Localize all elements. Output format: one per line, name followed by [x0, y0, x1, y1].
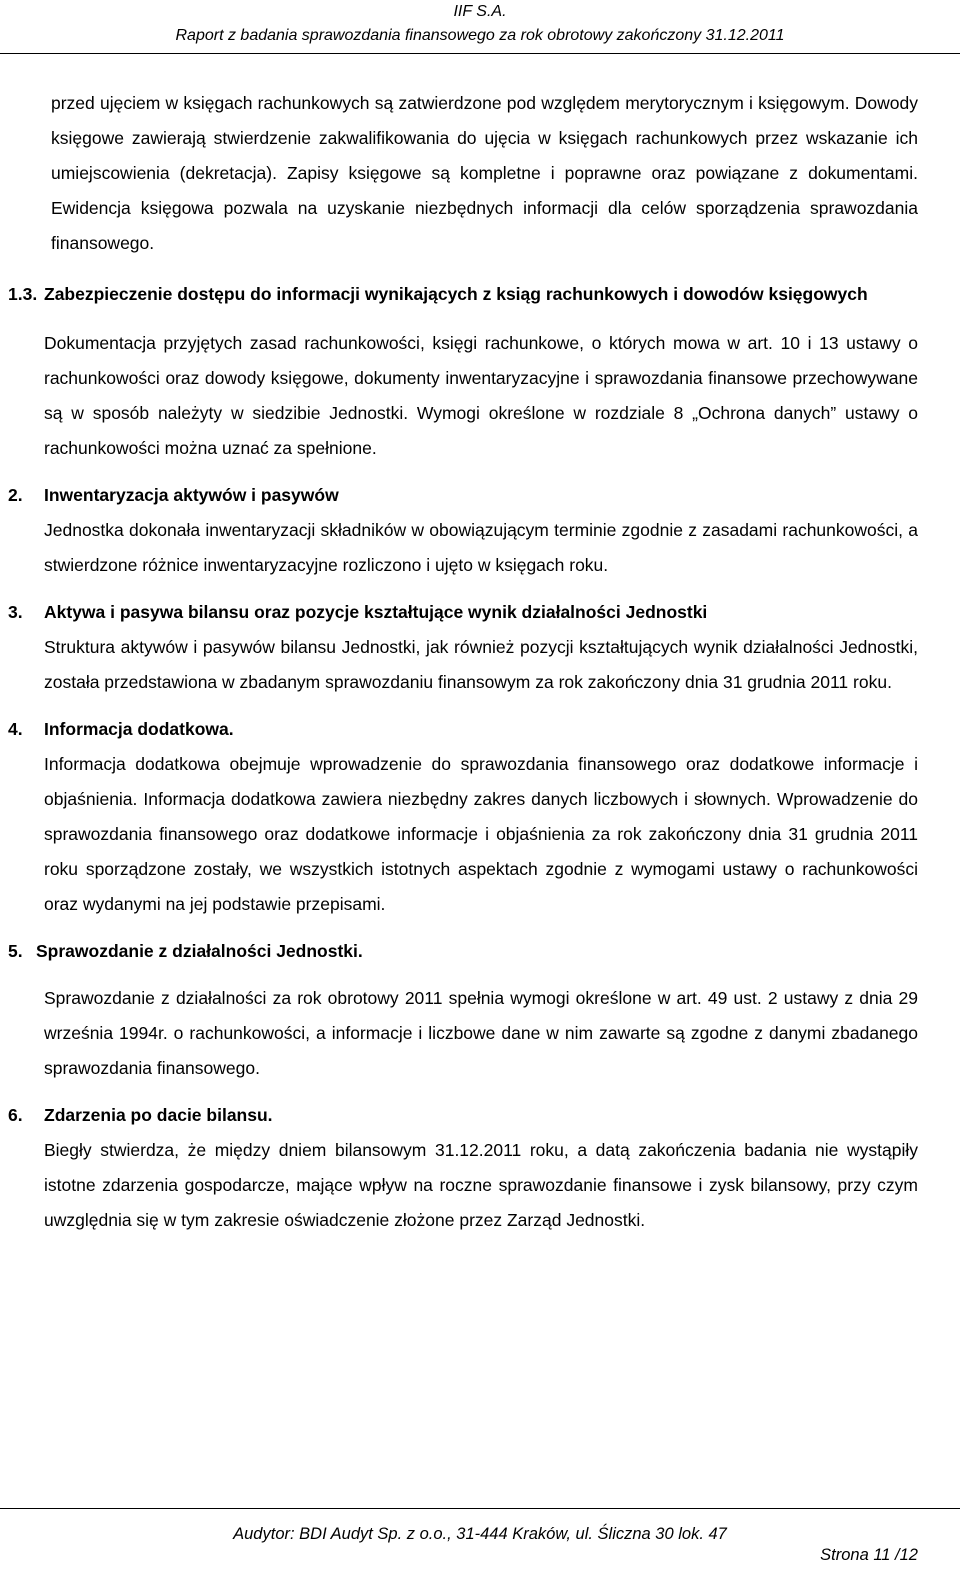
- intro-paragraph: przed ujęciem w księgach rachunkowych są zatwierdzone pod względem merytorycznym i księgowym. Dowody księgowe zawierają stwierdzenie zakwalifikowania do ujęcia w księgach rachunkowych przez wskazanie ich umiejscowienia (dekretacja). Zapisy księgowe są kompletne i poprawne oraz powiązane z dokumentami. Ewidencja księgowa pozwala na uzyskanie niezbędnych informacji dla celów sporządzenia sprawozdania finansowego.: [51, 93, 918, 253]
- section-title: Sprawozdanie z działalności Jednostki.: [36, 941, 363, 961]
- section-number: 6.: [8, 1105, 23, 1125]
- section-number: 5.: [8, 941, 23, 961]
- page-number: Strona 11 /12: [820, 1546, 918, 1564]
- section-4-body: Informacja dodatkowa obejmuje wprowadzenie do sprawozdania finansowego oraz dodatkowe informacje i objaśnienia. Informacja dodatkowa zawiera niezbędny zakres danych liczbowych i słownych. Wprowadzenie do sprawozdania finansowego oraz dodatkowe informacje i objaśnienia za rok zakończony dnia 31 grudnia 2011 roku sporządzone zostały, we wszystkich istotnych aspektach zgodnie z wymogami ustawy o rachunkowości oraz wydanymi na jej podstawie przepisami.: [44, 754, 918, 914]
- section-1-3-heading: [0, 277, 960, 312]
- section-3-heading: [0, 595, 960, 630]
- footer-divider: [0, 1508, 960, 1509]
- footer-auditor: Audytor: BDI Audyt Sp. z o.o., 31-444 Kraków, ul. Śliczna 30 lok. 47: [233, 1525, 727, 1543]
- document-body: [0, 86, 960, 1238]
- section-title: Zabezpieczenie dostępu do informacji wynikających z ksiąg rachunkowych i dowodów księgowych: [44, 284, 868, 304]
- section-5-heading: [0, 934, 960, 969]
- section-1-3-body: Dokumentacja przyjętych zasad rachunkowości, księgi rachunkowe, o których mowa w art. 10 i 13 ustawy o rachunkowości oraz dowody księgowe, dokumenty inwentaryzacyjne i sprawozdania finansowe przechowywane są w sposób należyty w siedzibie Jednostki. Wymogi określone w rozdziale 8 „Ochrona danych” ustawy o rachunkowości można uznać za spełnione.: [44, 333, 918, 458]
- section-title: Informacja dodatkowa.: [44, 719, 234, 739]
- section-6-body: Biegły stwierdza, że między dniem bilansowym 31.12.2011 roku, a datą zakończenia badania nie wystąpiły istotne zdarzenia gospodarcze, mające wpływ na roczne sprawozdanie finansowe i zysk bilansowy, przy czym uwzględnia się w tym zakresie oświadczenie złożone przez Zarząd Jednostki.: [44, 1140, 918, 1230]
- section-number: 3.: [8, 602, 23, 622]
- section-2-heading: [0, 478, 960, 513]
- header-report-title: Raport z badania sprawozdania finansowego za rok obrotowy zakończony 31.12.2011: [175, 27, 785, 44]
- section-4-heading: [0, 712, 960, 747]
- section-3-body: Struktura aktywów i pasywów bilansu Jednostki, jak również pozycji kształtujących wynik działalności Jednostki, została przedstawiona w zbadanym sprawozdaniu finansowym za rok zakończony dnia 31 grudnia 2011 roku.: [44, 637, 918, 692]
- section-number: 2.: [8, 485, 23, 505]
- header-company: IIF S.A.: [453, 3, 507, 20]
- section-title: Aktywa i pasywa bilansu oraz pozycje kształtujące wynik działalności Jednostki: [44, 602, 708, 622]
- header-divider: [0, 53, 960, 54]
- section-number: 1.3.: [8, 284, 38, 304]
- section-title: Zdarzenia po dacie bilansu.: [44, 1105, 273, 1125]
- section-title: Inwentaryzacja aktywów i pasywów: [44, 485, 339, 505]
- section-number: 4.: [8, 719, 23, 739]
- section-2-body: Jednostka dokonała inwentaryzacji składników w obowiązującym terminie zgodnie z zasadami rachunkowości, a stwierdzone różnice inwentaryzacyjne rozliczono i ujęto w księgach roku.: [44, 520, 918, 575]
- section-5-body: Sprawozdanie z działalności za rok obrotowy 2011 spełnia wymogi określone w art. 49 ust. 2 ustawy z dnia 29 września 1994r. o rachunkowości, a informacje i liczbowe dane w nim zawarte są zgodne z danymi zbadanego sprawozdania finansowego.: [44, 988, 918, 1078]
- page-header: [0, 0, 960, 48]
- section-6-heading: [0, 1098, 960, 1133]
